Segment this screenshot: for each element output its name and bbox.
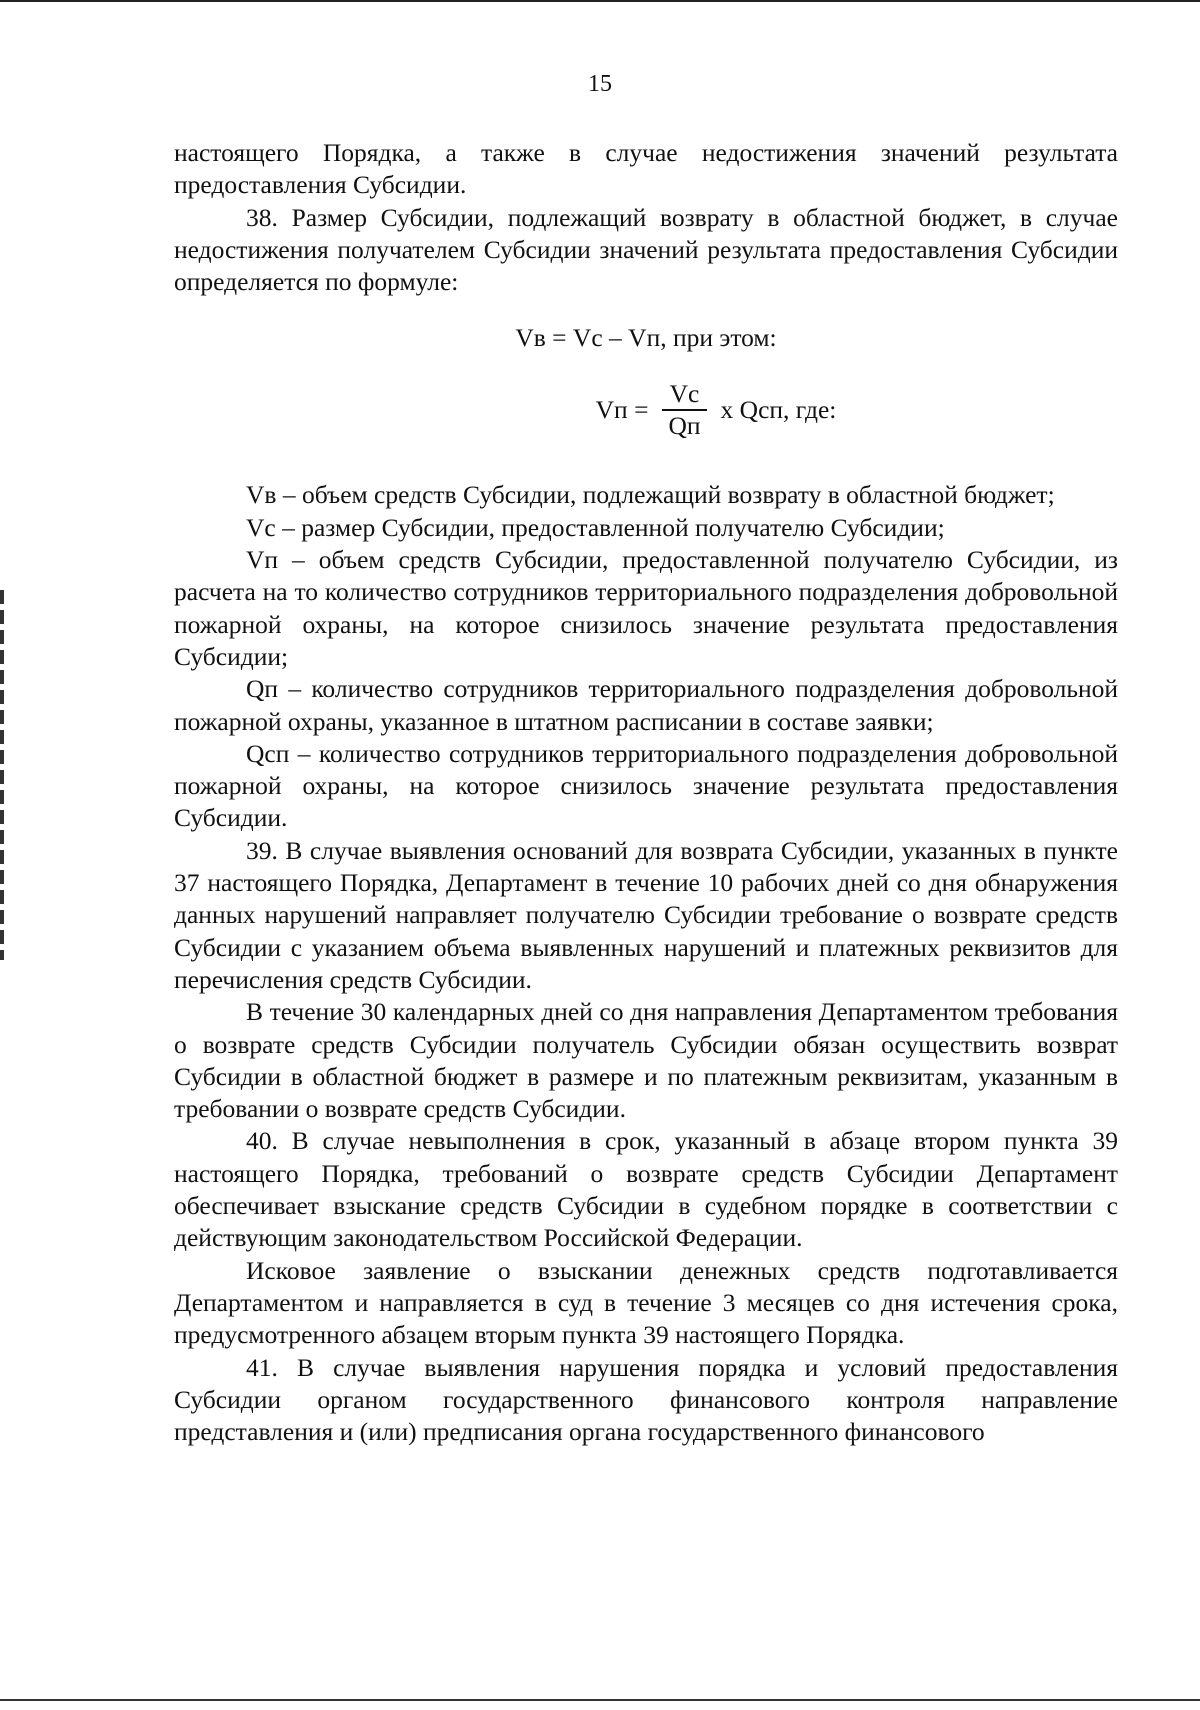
binding-marks <box>0 590 4 960</box>
definition-vp: Vп – объем средств Субсидии, предоставленной получателю Субсидии, из расчета на то количество сотрудников территориального подразделения добровольной пожарной охраны, на которое снизилось значение результата предоставления Субсидии; <box>174 545 1118 671</box>
bottom-scan-edge <box>0 1699 1200 1701</box>
fraction-numerator: Vс <box>669 379 700 409</box>
definition-vv: Vв – объем средств Субсидии, подлежащий возврату в областной бюджет; <box>246 480 1055 510</box>
fraction-denominator: Qп <box>668 411 701 441</box>
paragraph-39: 39. В случае выявления оснований для возврата Субсидии, указанных в пункте 37 настоящего Порядка, Департамент в течение 10 рабочих дней со дня обнаружения данных нарушений направляет получателю Субсидии требование о возврате средств Субсидии с указанием объема выявленных нарушений и платежных реквизитов для перечисления средств Субсидии. <box>174 835 1118 994</box>
paragraph-continuation: настоящего Порядка, а также в случае недостижения значений результата предоставления Субсидии. <box>174 138 1118 200</box>
formula-vp-rhs: х Qсп, где: <box>720 395 837 425</box>
formula-vp-lhs: Vп = <box>595 395 649 425</box>
paragraph-38: 38. Размер Субсидии, подлежащий возврату в областной бюджет, в случае недостижения получателем Субсидии значений результата предоставления Субсидии определяется по формуле: <box>174 202 1118 297</box>
formula-vp <box>174 369 1118 451</box>
definition-qsp: Qсп – количество сотрудников территориального подразделения добровольной пожарной охраны, на которое снизилось значение результата предоставления Субсидии. <box>174 738 1118 833</box>
paragraph-41: 41. В случае выявления нарушения порядка и условий предоставления Субсидии органом государственного финансового контроля направление представления и (или) предписания органа государственного финансового <box>174 1352 1118 1447</box>
paragraph-40-second: Исковое заявление о взыскании денежных средств подготавливается Департаментом и направляется в суд в течение 3 месяцев со дня истечения срока, предусмотренного абзацем вторым пункта 39 настоящего Порядка. <box>174 1255 1118 1350</box>
paragraph-39-second: В течение 30 календарных дней со дня направления Департаментом требования о возврате средств Субсидии получатель Субсидии обязан осуществить возврат Субсидии в областной бюджет в размере и по платежным реквизитам, указанным в требовании о возврате средств Субсидии. <box>174 997 1118 1124</box>
paragraph-40: 40. В случае невыполнения в срок, указанный в абзаце втором пункта 39 настоящего Порядка, требований о возврате средств Субсидии Департамент обеспечивает взыскание средств Субсидии в судебном порядке в соответствии с действующим законодательством Российской Федерации. <box>174 1126 1118 1253</box>
definition-qp: Qп – количество сотрудников территориального подразделения добровольной пожарной охраны, указанное в штатном расписании в составе заявки; <box>174 674 1118 736</box>
top-scan-edge <box>0 0 1200 2</box>
formula-vv-text: Vв = Vс – Vп, при этом: <box>515 323 777 353</box>
document-body <box>174 137 1118 1448</box>
formula-vv <box>174 313 1118 363</box>
page-number: 15 <box>588 71 612 97</box>
formula-fraction <box>662 379 706 441</box>
definition-vs: Vс – размер Субсидии, предоставленной получателю Субсидии; <box>246 512 945 542</box>
